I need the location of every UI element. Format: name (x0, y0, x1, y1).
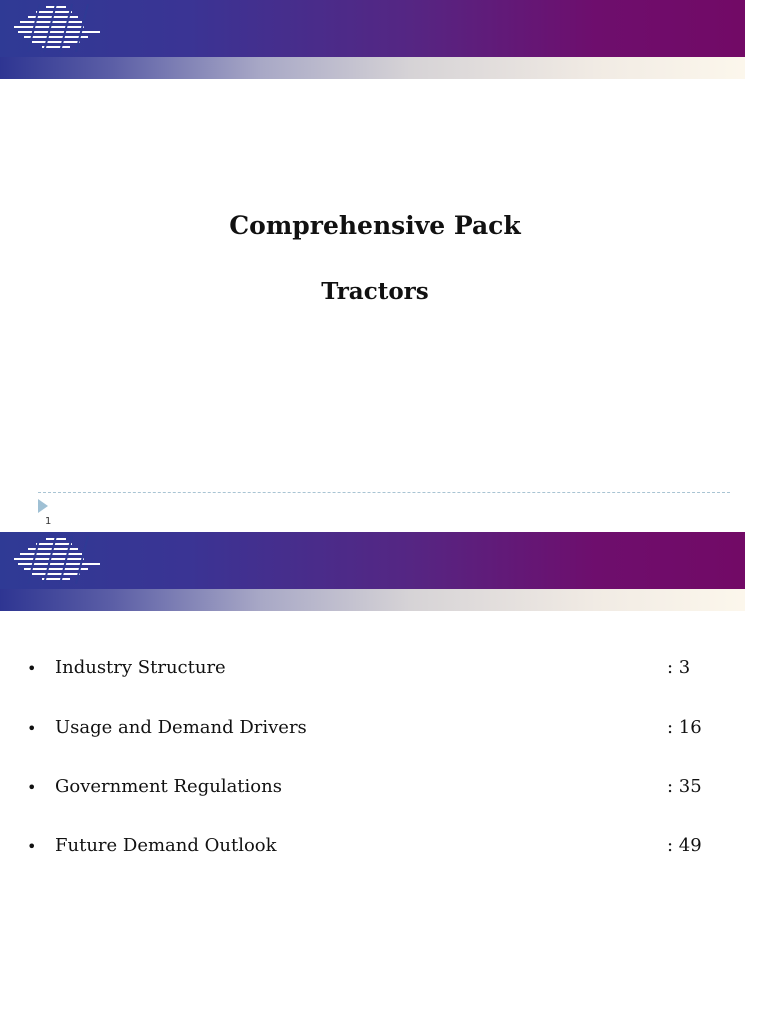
header-fade-strip (0, 589, 745, 611)
header-banner (0, 0, 745, 57)
header-banner (0, 532, 745, 589)
slide-subtitle: Tractors (321, 278, 429, 305)
logo-icon (10, 536, 104, 584)
toc-item (0, 835, 768, 865)
play-triangle-icon (38, 499, 48, 513)
toc-item-page: : 35 (667, 776, 702, 797)
toc-item-page: : 49 (667, 835, 702, 856)
bullet: • (27, 778, 37, 797)
toc-item-label: Future Demand Outlook (55, 835, 277, 856)
toc-item-label: Usage and Demand Drivers (55, 717, 307, 738)
bullet: • (27, 719, 37, 738)
toc-item (0, 657, 768, 687)
slide-title: Comprehensive Pack (229, 211, 521, 240)
logo-icon (10, 4, 104, 52)
toc-item (0, 717, 768, 747)
footer-divider (38, 492, 730, 493)
header-fade-strip (0, 57, 745, 79)
toc-item-page: : 16 (667, 717, 702, 738)
contents-slide (0, 532, 768, 1024)
bullet: • (27, 837, 37, 856)
toc-item-label: Government Regulations (55, 776, 282, 797)
page-number: 1 (45, 516, 52, 527)
toc-item (0, 776, 768, 806)
bullet: • (27, 659, 37, 678)
toc-item-page: : 3 (667, 657, 691, 678)
toc-item-label: Industry Structure (55, 657, 226, 678)
